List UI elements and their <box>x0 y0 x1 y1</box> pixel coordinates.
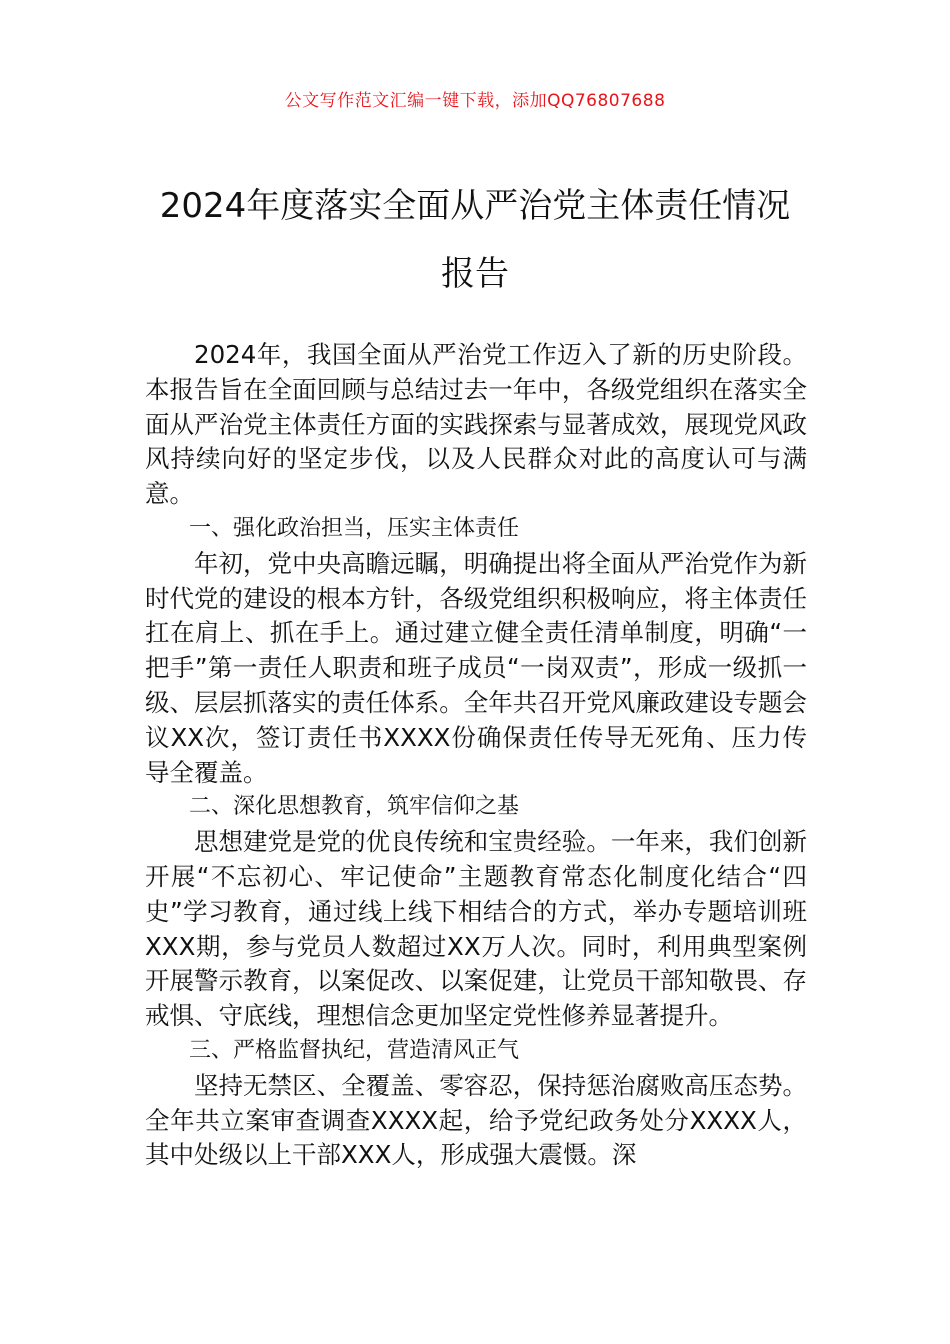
page-title-line-1: 2024年度落实全面从严治党主体责任情况 <box>159 186 791 226</box>
intro-paragraph: 2024年，我国全面从严治党工作迈入了新的历史阶段。本报告旨在全面回顾与总结过去一年中，各级党组织在落实全面从严治党主体责任方面的实践探索与显著成效，展现党风政风持续向好的坚定步伐，以及人民群众对此的高度认可与满意。 <box>145 340 807 509</box>
header-note[interactable]: 公文写作范文汇编一键下载，添加QQ76807688 <box>284 91 666 111</box>
page-title-line-2: 报告 <box>441 254 509 294</box>
section-1-heading: 一、强化政治担当，压实主体责任 <box>189 515 520 541</box>
section-3-heading: 三、严格监督执纪，营造清风正气 <box>189 1037 520 1063</box>
section-2-heading: 二、深化思想教育，筑牢信仰之基 <box>189 794 520 820</box>
section-3-paragraph: 坚持无禁区、全覆盖、零容忍，保持惩治腐败高压态势。全年共立案审查调查XXXX起，给予党纪政务处分XXXX人，其中处级以上干部XXX人，形成强大震慑。深 <box>145 1070 807 1170</box>
section-1-paragraph: 年初，党中央高瞻远瞩，明确提出将全面从严治党作为新时代党的建设的根本方针，各级党组织积极响应，将主体责任扛在肩上、抓在手上。通过建立健全责任清单制度，明确“一把手”第一责任人职责和班子成员“一岗双责”，形成一级抓一级、层层抓落实的责任体系。全年共召开党风廉政建设专题会议XX次，签订责任书XXXX份确保责任传导无死角、压力传导全覆盖。 <box>145 548 807 787</box>
section-2-paragraph: 思想建党是党的优良传统和宝贵经验。一年来，我们创新开展“不忘初心、牢记使命”主题教育常态化制度化结合“四史”学习教育，通过线上线下相结合的方式，举办专题培训班XXX期，参与党员人数超过XX万人次。同时，利用典型案例开展警示教育，以案促改、以案促建，让党员干部知敬畏、存戒惧、守底线，理想信念更加坚定党性修养显著提升。 <box>145 827 807 1031</box>
document-body <box>145 338 807 1173</box>
